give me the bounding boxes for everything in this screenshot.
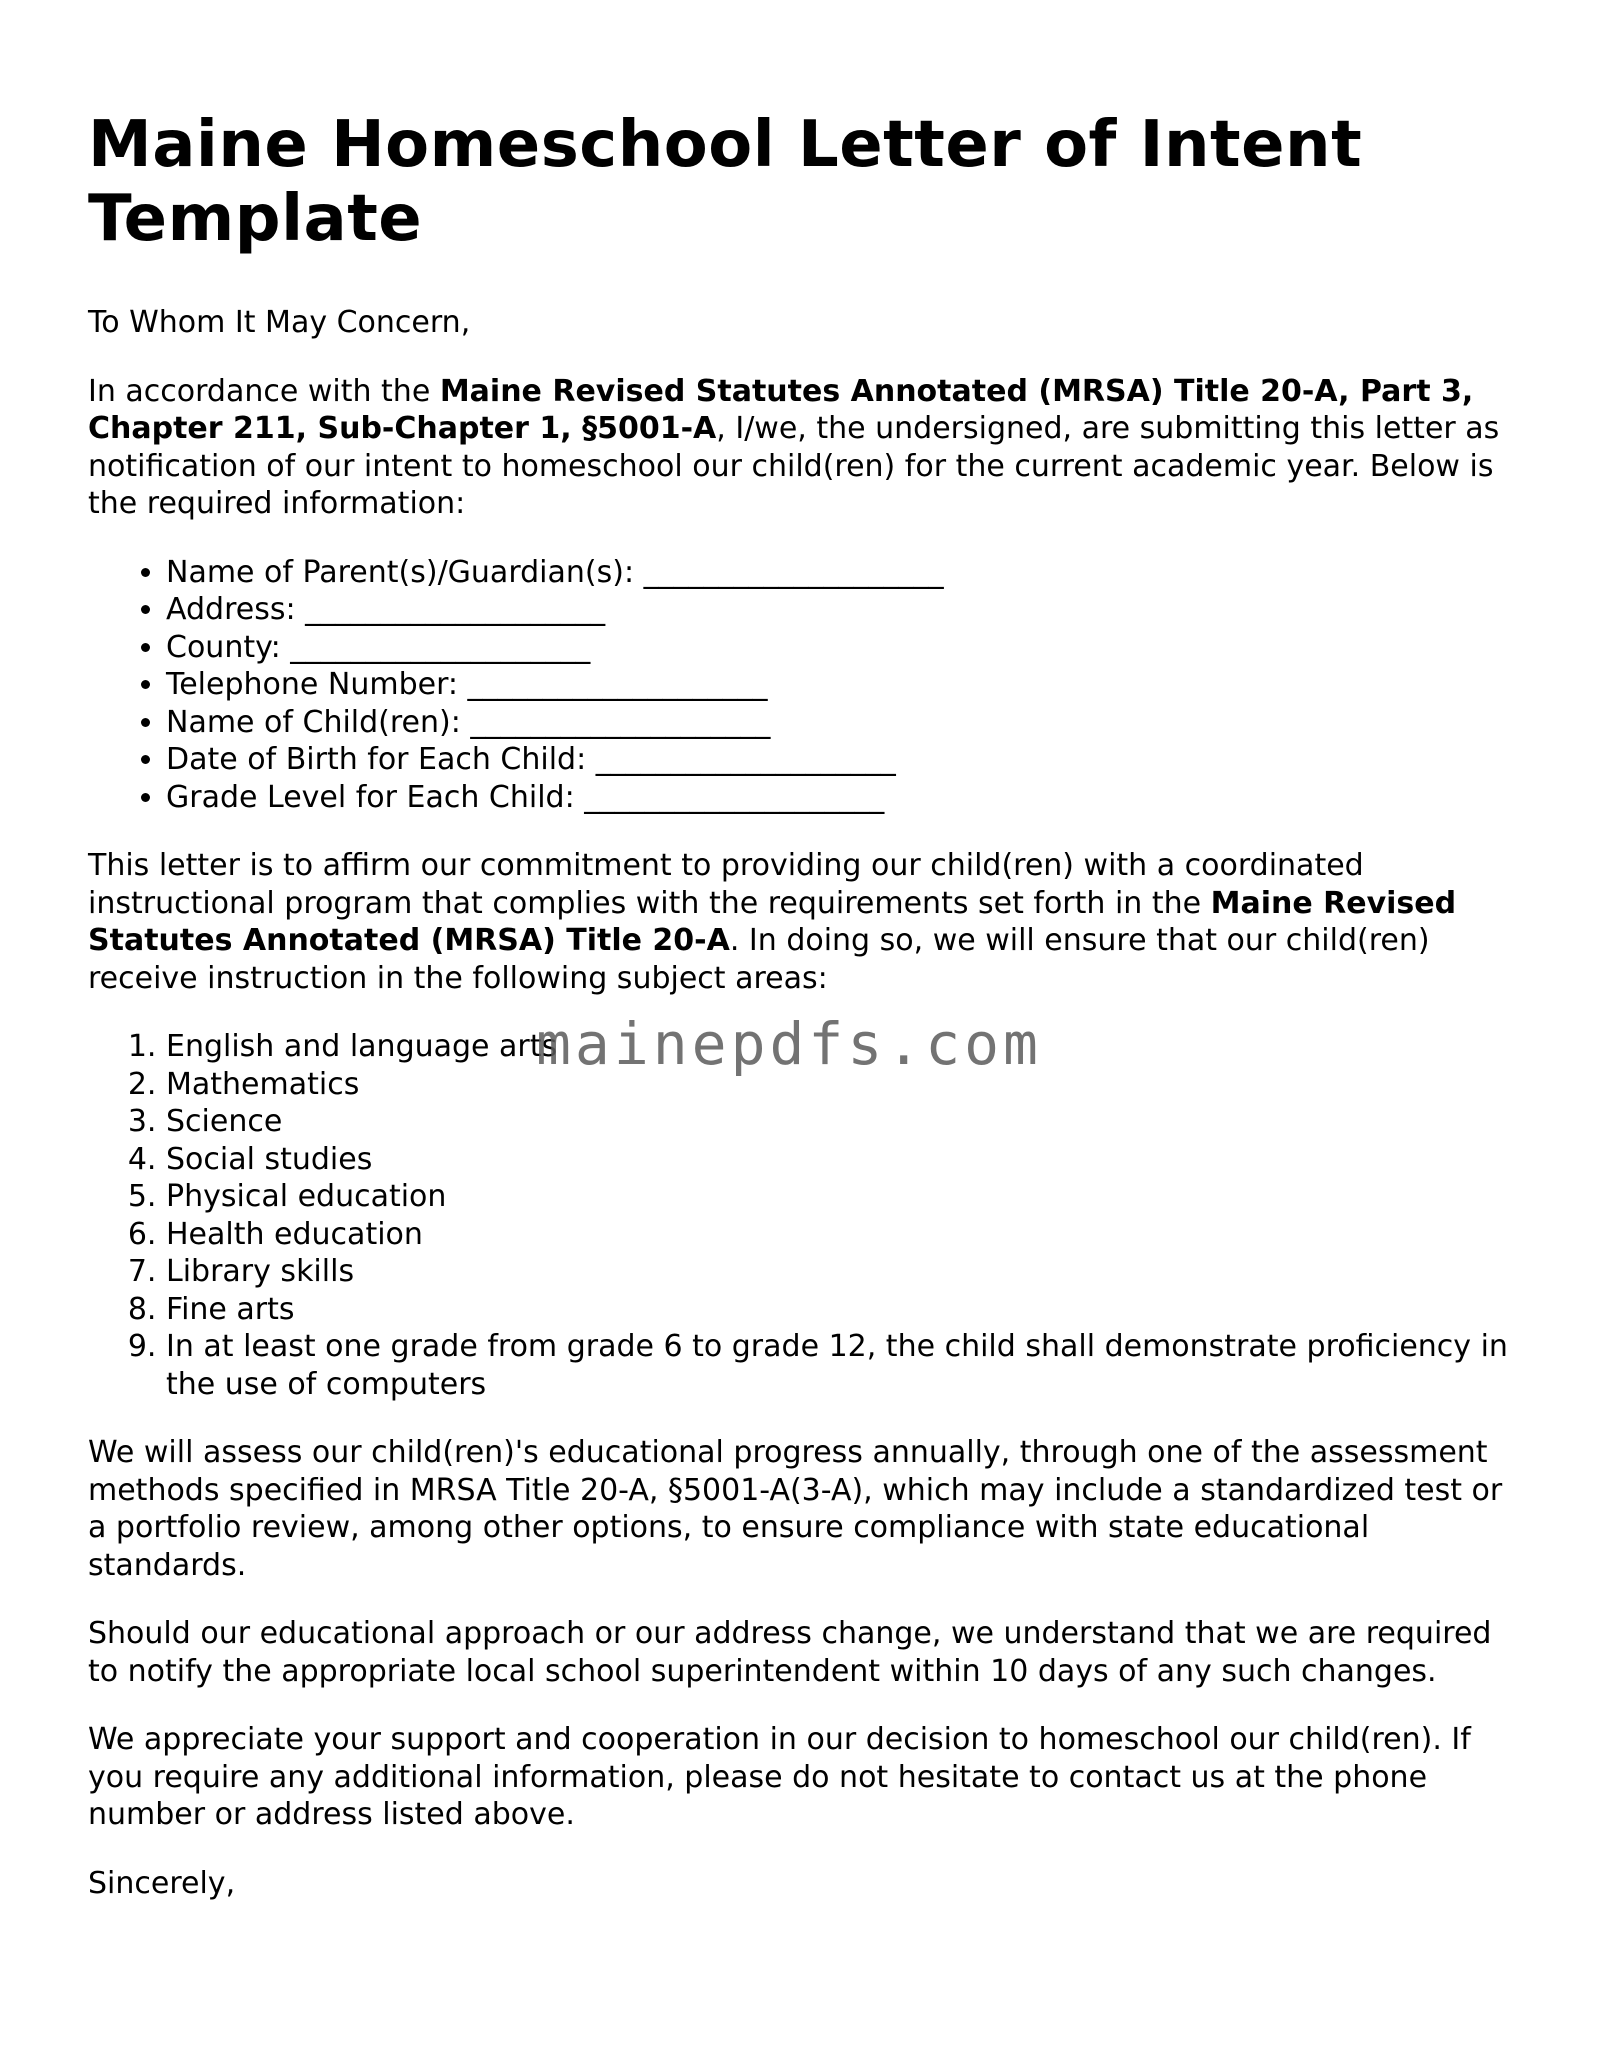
appreciation-paragraph: We appreciate your support and cooperation in our decision to homeschool our child(ren). If you require any additional information, please do not hesitate to contact us at the phone number or address listed above. — [88, 1722, 1471, 1832]
field-date-of-birth: • Date of Birth for Each Child: ____________________ — [166, 741, 1528, 779]
field-grade-level: • Grade Level for Each Child: ____________________ — [166, 779, 1528, 817]
field-telephone: • Telephone Number: ____________________ — [166, 666, 1528, 704]
changes-paragraph: Should our educational approach or our address change, we understand that we are required to notify the appropriate local school superintendent within 10 days of any such changes. — [88, 1616, 1492, 1689]
subject-physical-education: 5. Physical education — [166, 1178, 1528, 1216]
commitment-rest: . In doing so, we will ensure that our child(ren) receive instruction in the following subject areas: — [88, 923, 1430, 996]
intro-statute: Maine Revised Statutes Annotated (MRSA) Title 20-A, Part 3, Chapter 211, Sub-Chapter 1, §5001-A — [88, 373, 1474, 446]
assessment-paragraph: We will assess our child(ren)'s educational progress annually, through one of the assessment methods specified in MRSA Title 20-A, §5001-A(3-A), which may include a standardized test or a portfolio review, among other options, to ensure compliance with state educational standards. — [88, 1435, 1503, 1583]
subject-mathematics: 2. Mathematics — [166, 1066, 1528, 1104]
info-fields-list — [88, 554, 1528, 817]
subjects-list — [88, 1028, 1528, 1403]
closing: Sincerely, — [88, 1865, 236, 1901]
subject-fine-arts: 8. Fine arts — [166, 1291, 1528, 1329]
subject-social-studies: 4. Social studies — [166, 1141, 1528, 1179]
field-parent-names: • Name of Parent(s)/Guardian(s): ____________________ — [166, 554, 1528, 592]
subject-english: 1. English and language arts — [166, 1028, 1528, 1066]
subject-science: 3. Science — [166, 1103, 1528, 1141]
field-child-names: • Name of Child(ren): ____________________ — [166, 704, 1528, 742]
document-title: Maine Homeschool Letter of Intent Template — [88, 108, 1363, 256]
commitment-paragraph — [88, 847, 1528, 997]
watermark: mainepdfs.com — [536, 1010, 1042, 1078]
intro-rest: , I/we, the undersigned, are submitting this letter as notification of our intent to homeschool our child(ren) for the current academic year. Below is the required information: — [88, 411, 1500, 521]
field-address: • Address: ____________________ — [166, 591, 1528, 629]
letter-page — [88, 108, 1528, 1902]
commitment-statute: Maine Revised Statutes Annotated (MRSA) Title 20-A — [88, 885, 1457, 958]
subject-health-education: 6. Health education — [166, 1216, 1528, 1254]
intro-lead: In accordance with the — [88, 373, 440, 409]
commitment-lead: This letter is to affirm our commitment to providing our child(ren) with a coordinated instructional program that complies with the requirements set forth in the — [88, 848, 1364, 921]
subject-computers: 9. In at least one grade from grade 6 to grade 12, the child shall demonstrate proficiency in the use of computers — [166, 1328, 1528, 1403]
intro-paragraph — [88, 373, 1528, 523]
field-county: • County: ____________________ — [166, 629, 1528, 667]
greeting: To Whom It May Concern, — [88, 305, 471, 340]
subject-library-skills: 7. Library skills — [166, 1253, 1528, 1291]
